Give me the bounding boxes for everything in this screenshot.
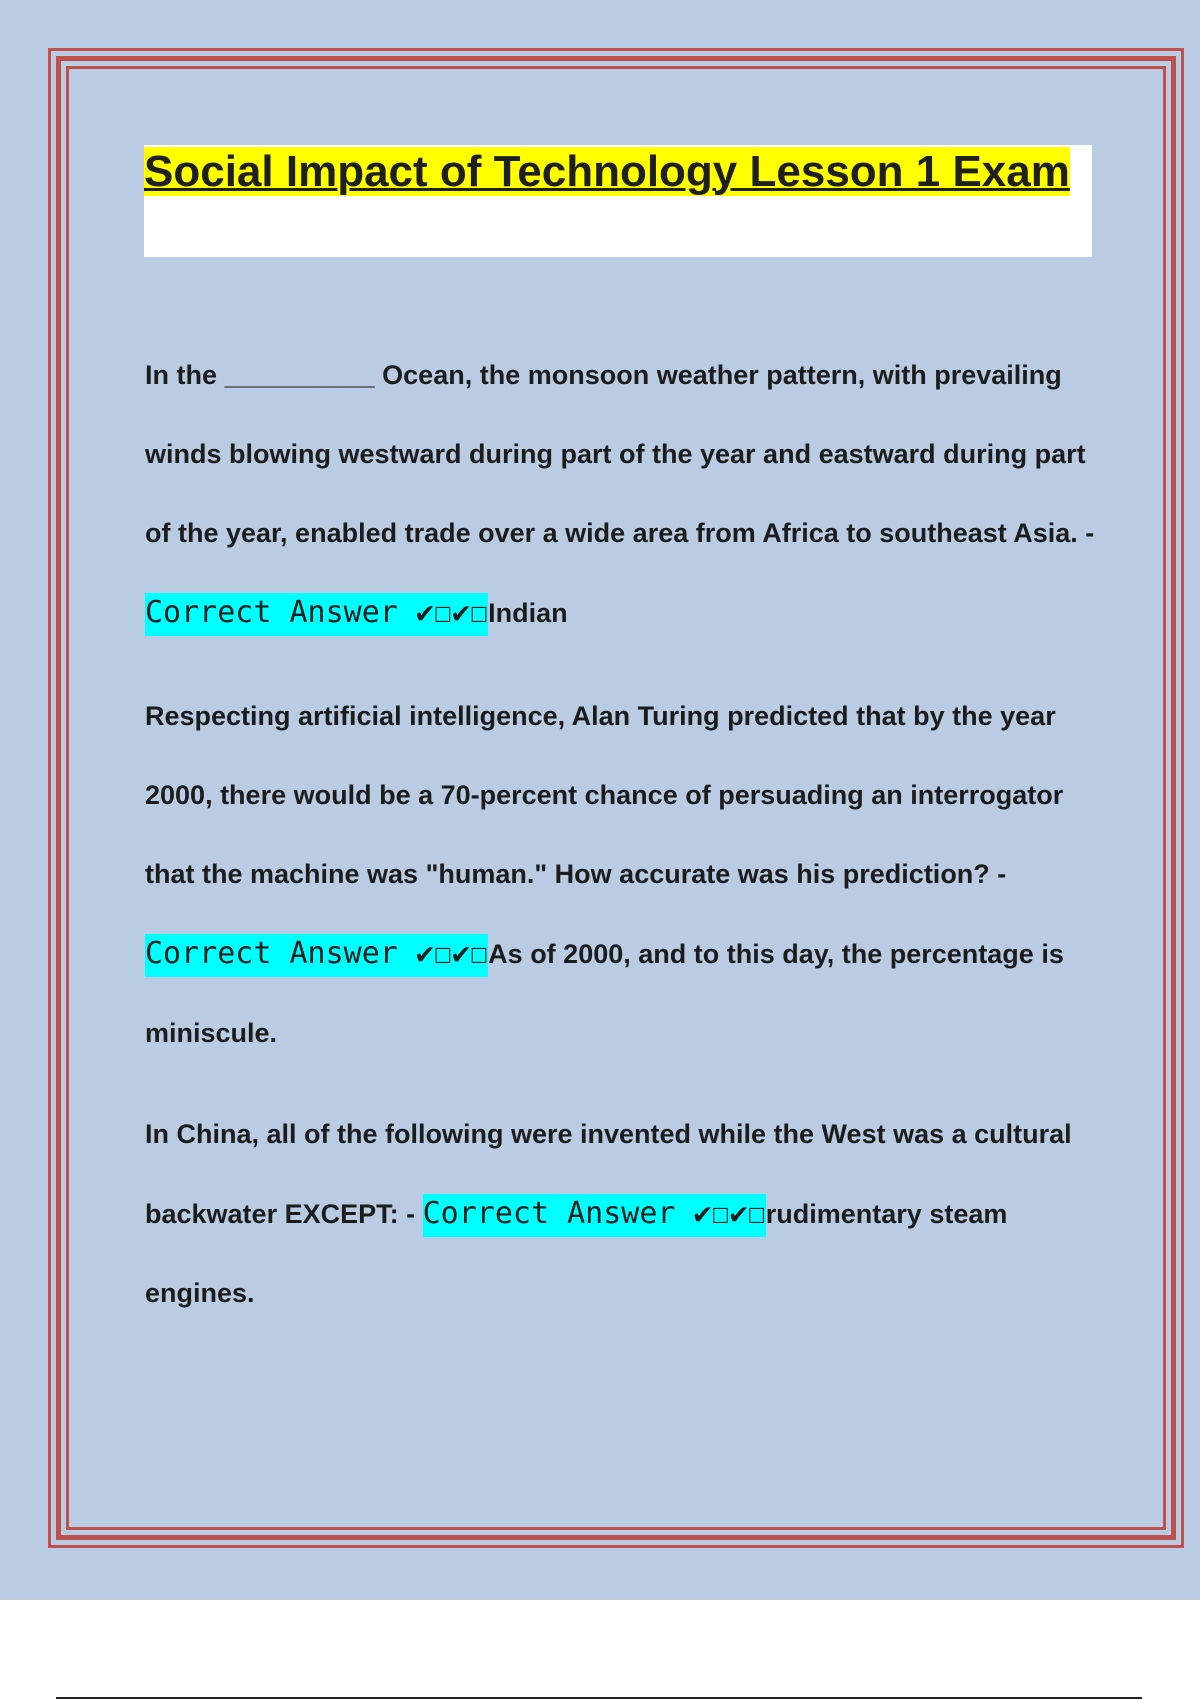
question-block-3 [145,1095,1105,1333]
question-prompt: In the __________ Ocean, the monsoon weather pattern, with prevailing winds blowing westward during part of the year and eastward during part of the year, enabled trade over a wide area from Africa to southeast Asia. - [145,360,1095,548]
footer-divider [56,1697,1142,1699]
question-answer: rudimentary steam engines. [145,1199,1008,1308]
correct-answer-label: Correct Answer ✔☐✔☐ [423,1194,766,1237]
correct-answer-label: Correct Answer ✔☐✔☐ [145,593,488,636]
question-prompt: Respecting artificial intelligence, Alan Turing predicted that by the year 2000, there would be a 70-percent chance of persuading an interrogator that the machine was "human." How accurate was his prediction? - [145,701,1064,889]
question-block-2 [145,677,1105,1073]
question-block-1 [145,336,1105,653]
page-title [144,145,1092,199]
correct-answer-label: Correct Answer ✔☐✔☐ [145,934,488,977]
question-prompt: In China, all of the following were invented while the West was a cultural backwater EXCEPT: - [145,1119,1072,1229]
question-answer: Indian [488,598,568,628]
page-title-text: Social Impact of Technology Lesson 1 Exam [144,147,1070,196]
title-box [144,145,1092,257]
question-answer: As of 2000, and to this day, the percentage is miniscule. [145,939,1064,1048]
